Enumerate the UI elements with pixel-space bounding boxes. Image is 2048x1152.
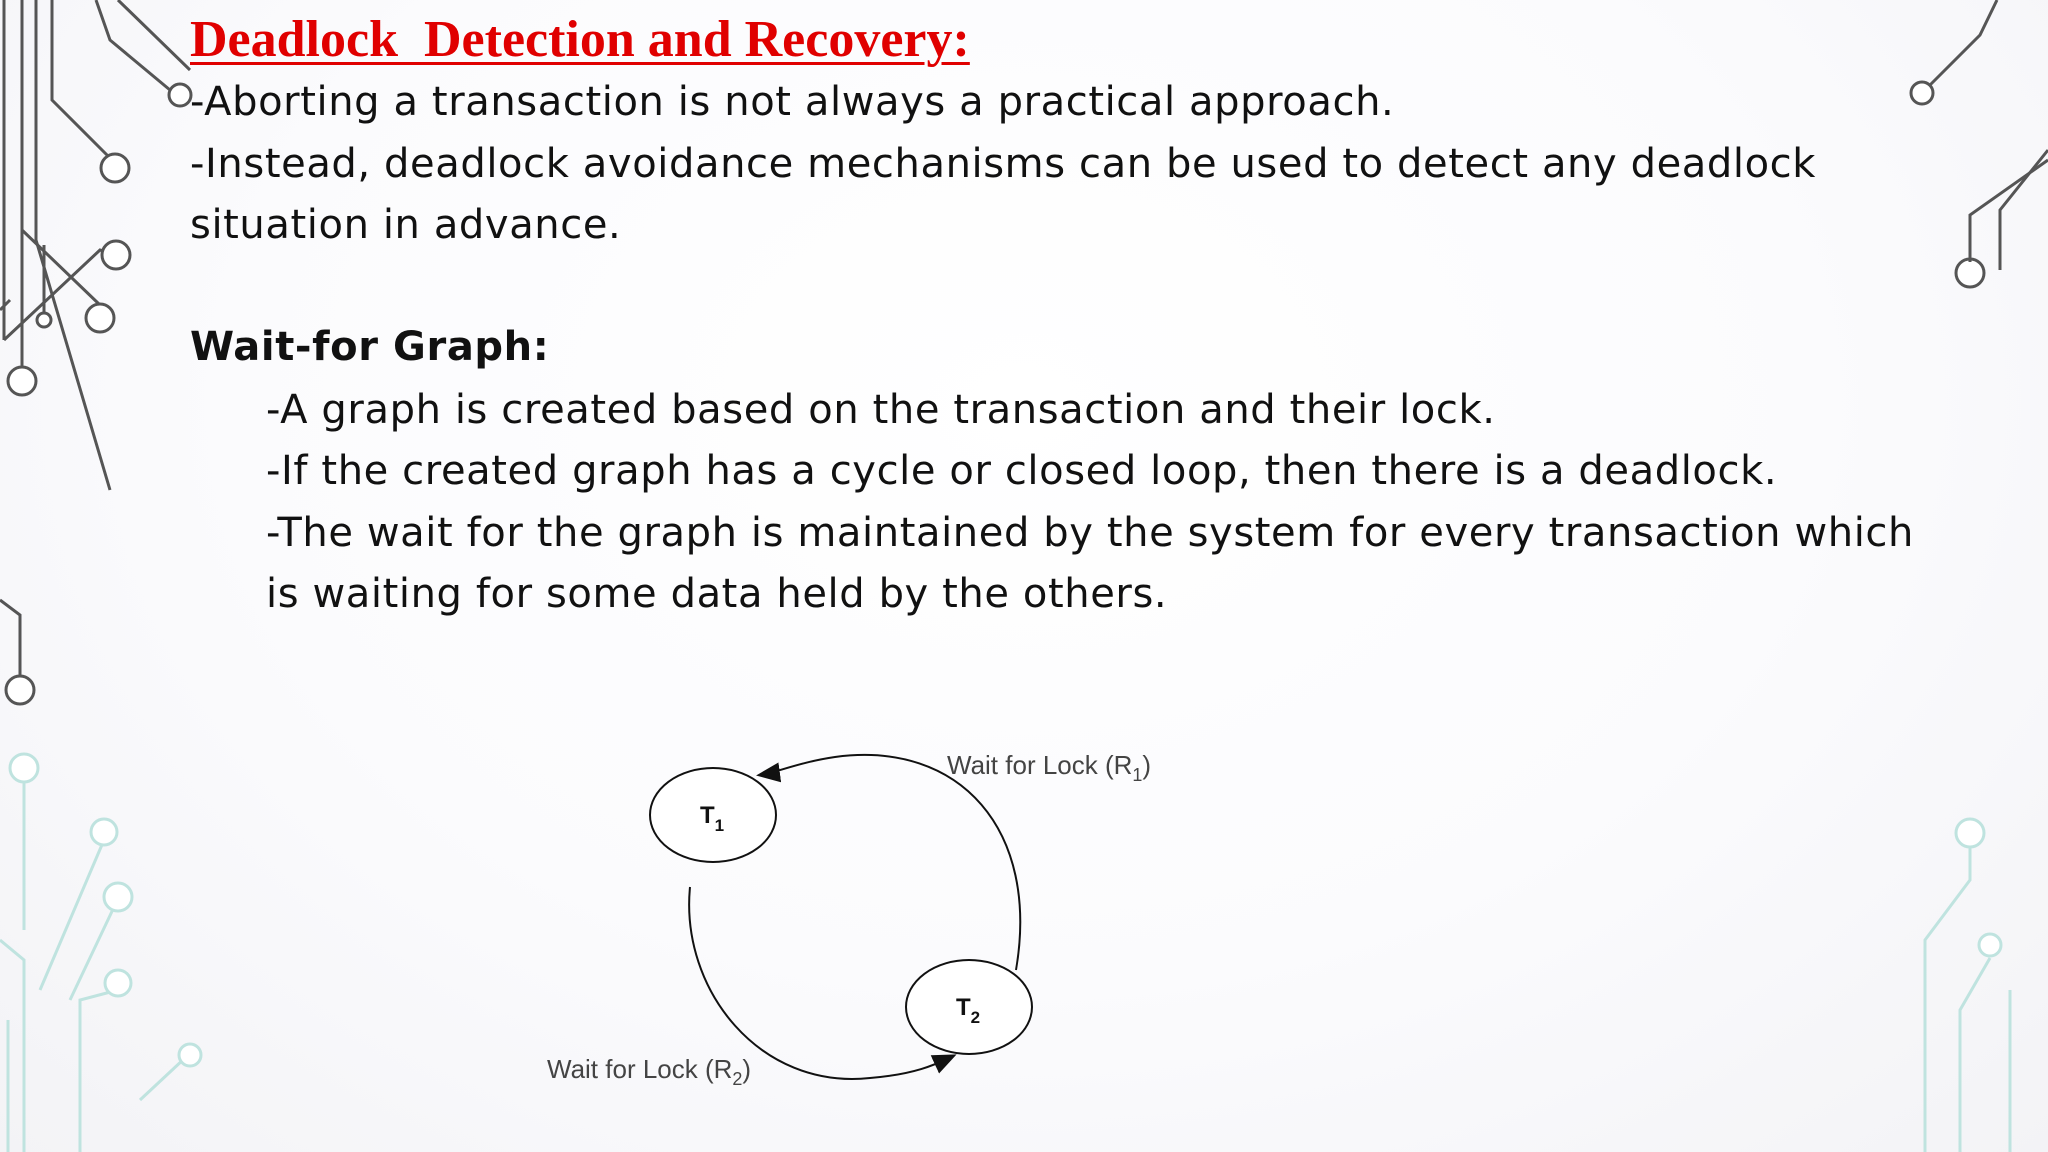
bullet-graph-maintained-cont: is waiting for some data held by the others. — [266, 571, 1168, 617]
bullet-graph-cycle: -If the created graph has a cycle or closed loop, then there is a deadlock. — [266, 448, 1778, 494]
bullet-instead-cont: situation in advance. — [190, 202, 622, 248]
node-t1-label: $T_1$ — [700, 802, 725, 835]
edge-label-top: Wait for Lock $(R_1)$ — [947, 750, 1152, 785]
edge-label-bottom: Wait for Lock $(R_2)$ — [547, 1054, 752, 1089]
slide-title: Deadlock Detection and Recovery: — [190, 11, 970, 68]
edge-t2-to-t1 — [760, 755, 1020, 970]
bullet-graph-created: -A graph is created based on the transaction and their lock. — [266, 387, 1496, 433]
bullet-instead: -Instead, deadlock avoidance mechanisms can be used to detect any deadlock — [190, 141, 1817, 187]
section-heading: Wait-for Graph: — [190, 324, 550, 370]
bullet-graph-maintained: -The wait for the graph is maintained by the system for every transaction which — [266, 510, 1914, 556]
bullet-aborting: -Aborting a transaction is not always a practical approach. — [190, 79, 1395, 125]
node-t2-label: $T_2$ — [956, 994, 981, 1027]
